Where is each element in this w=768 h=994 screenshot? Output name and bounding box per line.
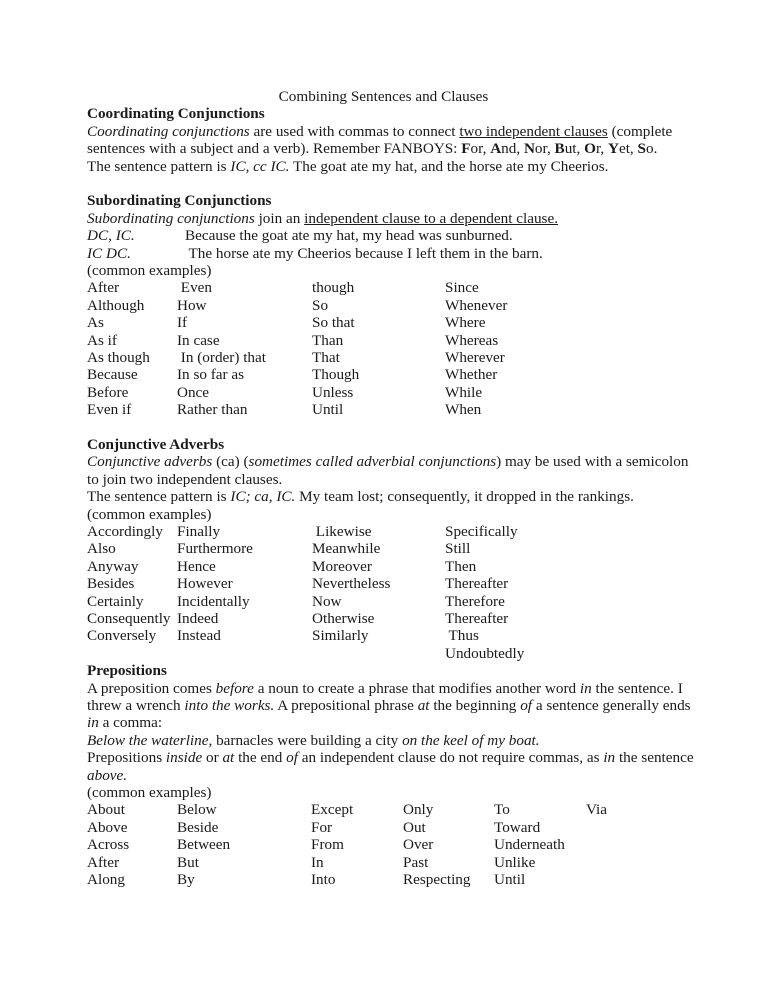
coordinating-text-2: (complete sentences with a subject and a verb). Remember FANBOYS: xyxy=(87,122,673,158)
conjunctive-adverb-item: Likewise xyxy=(312,523,372,540)
prep-p1-text-g: a comma: xyxy=(98,714,163,732)
subordinating-conjunction-item: Although xyxy=(87,296,145,314)
prep-p1-italic-before: before xyxy=(215,679,254,697)
prep-p1-italic-in: in xyxy=(579,679,592,697)
prep-p3-italic-of: of xyxy=(286,749,298,767)
conjunctive-intro-paragraph xyxy=(87,453,698,488)
subordinating-pattern-example-0: Because the goat ate my hat, my head was sunburned. xyxy=(185,227,513,245)
conjunctive-term: Conjunctive adverbs xyxy=(87,453,213,471)
conjunctive-adverb-item: Specifically xyxy=(445,523,518,540)
subordinating-conjunction-item: Whether xyxy=(445,366,498,384)
fanboys-list xyxy=(461,140,657,157)
conjunctive-adverb-item: Instead xyxy=(177,627,221,645)
subordinating-intro-paragraph xyxy=(87,210,698,227)
prep-p3-text-e: the sentence xyxy=(615,749,694,767)
subordinating-conjunction-item: In (order) that xyxy=(177,349,266,367)
preposition-item: Until xyxy=(494,870,526,888)
preposition-item: From xyxy=(311,836,344,854)
conjunctive-adverbs-word-list xyxy=(87,523,698,662)
preposition-item: Except xyxy=(311,801,354,819)
preposition-item: Between xyxy=(177,836,231,854)
conjunctive-adverb-item: Moreover xyxy=(312,557,372,575)
subordinating-conjunction-item: Unless xyxy=(312,383,354,401)
prep-p1-italic-into-the-works: into the works. xyxy=(184,696,275,714)
subordinating-conjunction-item: Than xyxy=(312,331,344,349)
conjunctive-adverb-row xyxy=(87,610,698,627)
conjunctive-pattern-example: My team lost; consequently, it dropped in the rankings. xyxy=(295,488,634,506)
fanboys-initial: S xyxy=(637,140,646,158)
prep-p3-text-b: or xyxy=(202,749,223,767)
subordinating-conjunction-item: Though xyxy=(312,366,360,384)
subordinating-conjunction-item: though xyxy=(312,279,355,297)
preposition-item: Via xyxy=(586,801,608,819)
subordinating-pattern-example-1: The horse ate my Cheerios because I left them in the barn. xyxy=(185,244,543,262)
prepositions-common-examples-label: (common examples) xyxy=(87,783,212,801)
subordinating-conjunction-item: If xyxy=(177,314,188,332)
subordinating-conjunction-item: Whenever xyxy=(445,296,508,314)
coordinating-intro-paragraph xyxy=(87,123,698,158)
subordinating-conjunction-item: Because xyxy=(87,366,138,384)
subordinating-text-1: join an xyxy=(254,209,305,227)
subordinating-conjunction-item: Even if xyxy=(87,401,132,419)
subordinating-conjunction-item: How xyxy=(177,296,207,314)
preposition-row xyxy=(87,836,698,853)
subordinating-conjunction-row xyxy=(87,297,698,314)
prep-p2-italic-below-the-waterline: Below the waterline xyxy=(87,731,209,749)
prep-p3-text-d: an independent clause do not require commas, as xyxy=(297,749,604,767)
conjunctive-pattern-lead: The sentence pattern is xyxy=(87,488,231,506)
conjunctive-adverb-item: Otherwise xyxy=(312,609,375,627)
conjunctive-adverb-row xyxy=(87,540,698,557)
fanboys-word-rest: nd, xyxy=(501,140,524,158)
conjunctive-alt-name: sometimes called adverbial conjunctions xyxy=(248,453,497,471)
subordinating-conjunction-item: Until xyxy=(312,401,344,419)
subordinating-conjunction-item: As though xyxy=(87,349,150,367)
coordinating-pattern-formula: IC, cc IC. xyxy=(230,157,290,175)
subordinating-conjunction-item: That xyxy=(312,349,340,367)
preposition-item: In xyxy=(311,853,324,871)
coordinating-pattern-example: The goat ate my hat, and the horse ate my Cheerios. xyxy=(289,157,609,175)
spacer-after-coordinating xyxy=(87,175,698,192)
subordinating-conjunction-item: Whereas xyxy=(445,331,499,349)
conjunctive-adverb-item: Similarly xyxy=(312,627,369,645)
conjunctive-adverb-item: Also xyxy=(87,540,116,558)
subordinating-pattern-label-0: DC, IC. xyxy=(87,227,135,245)
conjunctive-adverb-item: Besides xyxy=(87,575,135,593)
prepositions-paragraph-2 xyxy=(87,732,698,749)
subordinating-conjunction-item: While xyxy=(445,383,483,401)
spacer-after-subordinating xyxy=(87,419,698,436)
conjunctive-adverb-item: However xyxy=(177,575,233,593)
subordinating-conjunction-item: As if xyxy=(87,331,117,349)
prep-p3-italic-above: above. xyxy=(87,766,128,784)
subordinating-term: Subordinating conjunctions xyxy=(87,209,255,227)
subordinating-conjunction-item: Even xyxy=(177,279,213,297)
preposition-item: Out xyxy=(403,818,426,836)
conjunctive-pattern-formula: IC; ca, IC. xyxy=(230,488,296,506)
conjunctive-text-1: (ca) ( xyxy=(212,453,249,471)
subordinating-conjunction-item: So that xyxy=(312,314,355,332)
subordinating-pattern-row xyxy=(87,227,698,244)
preposition-item: Respecting xyxy=(403,870,471,888)
prep-p1-text-e: the beginning xyxy=(429,696,521,714)
prep-p2-text-a: , barnacles were building a city xyxy=(208,731,403,749)
preposition-item: Over xyxy=(403,836,434,854)
prep-p3-text-c: the end xyxy=(234,749,287,767)
preposition-item: About xyxy=(87,801,125,819)
preposition-item: But xyxy=(177,853,199,871)
conjunctive-adverb-item: Meanwhile xyxy=(312,540,381,558)
preposition-item: Toward xyxy=(494,818,541,836)
prepositions-paragraph-1 xyxy=(87,680,698,732)
conjunctive-adverb-item: Anyway xyxy=(87,557,139,575)
subordinating-common-examples-label: (common examples) xyxy=(87,262,212,280)
preposition-item: Into xyxy=(311,870,336,888)
preposition-row xyxy=(87,801,698,818)
preposition-item: Beside xyxy=(177,818,219,836)
conjunctive-adverb-row xyxy=(87,645,698,662)
conjunctive-adverb-row xyxy=(87,627,698,644)
preposition-row xyxy=(87,854,698,871)
conjunctive-adverb-row xyxy=(87,523,698,540)
prep-p3-text-a: Prepositions xyxy=(87,749,166,767)
section-heading-conjunctive: Conjunctive Adverbs xyxy=(87,435,225,453)
preposition-item: By xyxy=(177,870,195,888)
conjunctive-adverb-row xyxy=(87,593,698,610)
prep-p3-italic-at: at xyxy=(222,749,235,767)
subordinating-pattern-label-1: IC DC. xyxy=(87,244,131,262)
fanboys-word-rest: or, xyxy=(534,140,555,158)
subordinating-conjunction-row xyxy=(87,384,698,401)
subordinating-conjunction-item: When xyxy=(445,401,482,419)
preposition-item: Below xyxy=(177,801,217,819)
preposition-item: Underneath xyxy=(494,836,565,854)
conjunctive-adverb-item: Accordingly xyxy=(87,523,163,540)
fanboys-initial: F xyxy=(461,140,471,158)
fanboys-initial: B xyxy=(554,140,565,158)
page-title: Combining Sentences and Clauses xyxy=(278,88,489,105)
preposition-row xyxy=(87,871,698,888)
section-heading-prepositions: Prepositions xyxy=(87,662,167,680)
conjunctive-adverb-item: Nevertheless xyxy=(312,575,391,593)
conjunctive-adverb-item: Thereafter xyxy=(445,609,509,627)
subordinating-conjunction-row xyxy=(87,332,698,349)
subordinating-conjunction-item: In so far as xyxy=(177,366,245,384)
prep-p1-italic-of: of xyxy=(520,696,533,714)
preposition-item: Unlike xyxy=(494,853,536,871)
conjunctive-common-examples-label: (common examples) xyxy=(87,505,212,523)
subordinating-conjunction-item: So xyxy=(312,296,329,314)
fanboys-word-rest: r, xyxy=(595,140,608,158)
section-heading-coordinating: Coordinating Conjunctions xyxy=(87,105,265,123)
prep-p1-italic-at: at xyxy=(417,696,430,714)
coordinating-pattern-lead: The sentence pattern is xyxy=(87,157,231,175)
conjunctive-adverb-item: Thus xyxy=(445,627,479,645)
conjunctive-adverb-item: Thereafter xyxy=(445,575,509,593)
preposition-row xyxy=(87,819,698,836)
subordinating-underlined-phrase: independent clause to a dependent clause. xyxy=(304,209,558,227)
preposition-item: After xyxy=(87,853,120,871)
fanboys-word-rest: o. xyxy=(645,140,658,158)
fanboys-word-rest: et, xyxy=(618,140,638,158)
subordinating-conjunction-row xyxy=(87,366,698,383)
conjunctive-pattern-paragraph xyxy=(87,488,698,505)
subordinating-word-list xyxy=(87,279,698,418)
fanboys-word-rest: ut, xyxy=(564,140,585,158)
prep-p1-text-a: A preposition comes xyxy=(87,679,216,697)
preposition-item: To xyxy=(494,801,510,819)
preposition-item: For xyxy=(311,818,333,836)
conjunctive-adverb-item: Certainly xyxy=(87,592,144,610)
subordinating-conjunction-item: Once xyxy=(177,383,210,401)
subordinating-pattern-row xyxy=(87,245,698,262)
preposition-item: Across xyxy=(87,836,130,854)
subordinating-conjunction-row xyxy=(87,279,698,296)
preposition-item: Along xyxy=(87,870,125,888)
prep-p1-text-f: a sentence generally ends xyxy=(532,696,691,714)
prep-p1-italic-in-2: in xyxy=(87,714,99,732)
conjunctive-adverb-item: Still xyxy=(445,540,471,558)
coordinating-underlined-phrase: two independent clauses xyxy=(459,122,608,140)
prep-p1-text-d: A prepositional phrase xyxy=(274,696,418,714)
conjunctive-adverb-item: Conversely xyxy=(87,627,157,645)
fanboys-initial: O xyxy=(584,140,596,158)
conjunctive-adverb-row xyxy=(87,575,698,592)
fanboys-initial: N xyxy=(523,140,535,158)
preposition-item: Above xyxy=(87,818,128,836)
subordinating-conjunction-item: As xyxy=(87,314,104,332)
conjunctive-adverb-row xyxy=(87,558,698,575)
conjunctive-adverb-item: Indeed xyxy=(177,609,219,627)
coordinating-pattern-paragraph xyxy=(87,158,698,175)
prep-p3-italic-inside: inside xyxy=(165,749,203,767)
subordinating-conjunction-item: Where xyxy=(445,314,486,332)
subordinating-conjunction-row xyxy=(87,401,698,418)
prepositions-word-list xyxy=(87,801,698,888)
fanboys-initial: Y xyxy=(607,140,619,158)
conjunctive-adverb-item: Finally xyxy=(177,523,221,540)
coordinating-term: Coordinating conjunctions xyxy=(87,122,250,140)
subordinating-conjunction-item: Since xyxy=(445,279,479,297)
prep-p1-text-c: the sentence. I threw a wrench xyxy=(87,679,683,714)
section-heading-subordinating: Subordinating Conjunctions xyxy=(87,192,272,210)
conjunctive-text-2: ) may be used with a semicolon to join two independent clauses. xyxy=(87,453,689,488)
conjunctive-adverb-item: Then xyxy=(445,557,477,575)
preposition-item: Only xyxy=(403,801,434,819)
subordinating-conjunction-row xyxy=(87,314,698,331)
conjunctive-adverb-item: Undoubtedly xyxy=(445,644,525,662)
conjunctive-adverb-item: Consequently xyxy=(87,609,171,627)
coordinating-text-1: are used with commas to connect xyxy=(249,122,460,140)
conjunctive-adverb-item: Furthermore xyxy=(177,540,253,558)
conjunctive-adverb-item: Therefore xyxy=(445,592,505,610)
subordinating-conjunction-item: After xyxy=(87,279,120,297)
conjunctive-adverb-item: Incidentally xyxy=(177,592,250,610)
subordinating-conjunction-item: Wherever xyxy=(445,349,505,367)
subordinating-conjunction-item: Before xyxy=(87,383,129,401)
conjunctive-adverb-item: Hence xyxy=(177,557,216,575)
fanboys-word-rest: or, xyxy=(470,140,491,158)
fanboys-initial: A xyxy=(490,140,502,158)
prep-p3-italic-in: in xyxy=(603,749,616,767)
subordinating-conjunction-item: Rather than xyxy=(177,401,248,419)
prepositions-paragraph-3 xyxy=(87,749,698,784)
preposition-item: Past xyxy=(403,853,429,871)
subordinating-conjunction-row xyxy=(87,349,698,366)
prep-p2-italic-on-the-keel: on the keel of my boat. xyxy=(402,731,540,749)
conjunctive-adverb-item: Now xyxy=(312,592,342,610)
subordinating-conjunction-item: In case xyxy=(177,331,220,349)
prep-p1-text-b: a noun to create a phrase that modifies another word xyxy=(253,679,580,697)
